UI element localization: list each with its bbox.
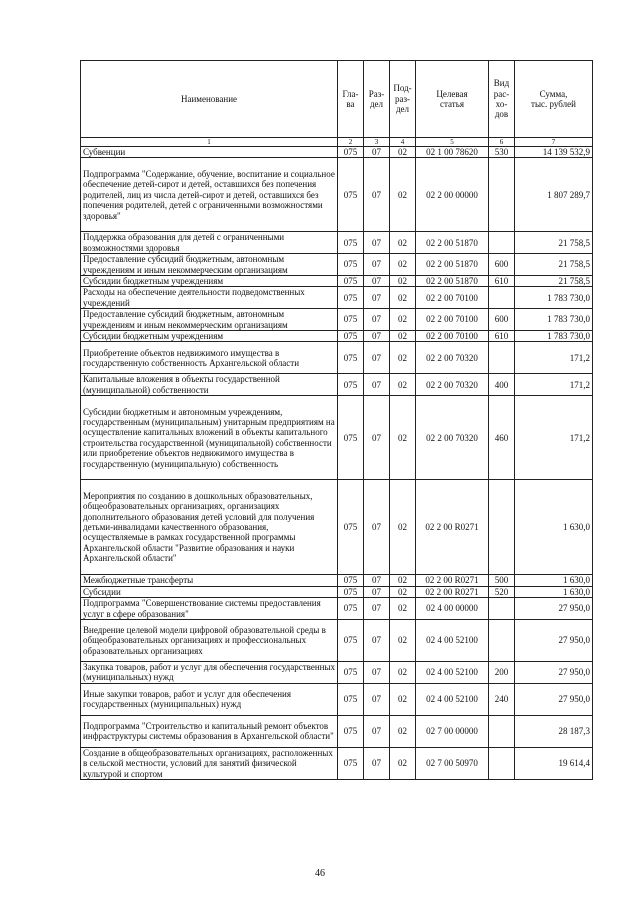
- cell-glava: 075: [338, 396, 364, 480]
- cell-name: Предоставление субсидий бюджетным, автономным учреждениям и иным некоммерческим организациям: [81, 309, 338, 331]
- cell-target: 02 2 00 70100: [416, 287, 489, 309]
- cell-razdel: 07: [364, 276, 390, 287]
- cell-name: Создание в общеобразовательных организациях, расположенных в сельской местности, условий для занятий физической культурой и спортом: [81, 747, 338, 779]
- cell-vid: 530: [489, 147, 515, 158]
- cell-vid: 240: [489, 683, 515, 715]
- cell-target: 02 4 00 00000: [416, 598, 489, 620]
- cell-glava: 075: [338, 598, 364, 620]
- cell-name: Межбюджетные трансферты: [81, 575, 338, 586]
- cell-name: Субсидии бюджетным и автономным учреждениям, государственным (муниципальным) унитарным предприятиям на осуществление капитальных вложений в объекты капитального строительства государственной (муниципальной) собственности или приобретение объектов недвижимого имущества в государственную (муниципальную) собственность: [81, 396, 338, 480]
- cell-sum: 21 758,5: [515, 232, 593, 254]
- cell-target: 02 7 00 00000: [416, 715, 489, 747]
- header-podrazdel: Под- раз- дел: [390, 61, 416, 138]
- cell-vid: 460: [489, 396, 515, 480]
- cell-name: Иные закупки товаров, работ и услуг для обеспечения государственных (муниципальных) нужд: [81, 683, 338, 715]
- table-row: [81, 683, 593, 715]
- cell-vid: [489, 715, 515, 747]
- cell-name: Расходы на обеспечение деятельности подведомственных учреждений: [81, 287, 338, 309]
- header-target: Целевая статья: [416, 61, 489, 138]
- cell-sum: 19 614,4: [515, 747, 593, 779]
- table-row: [81, 619, 593, 661]
- cell-glava: 075: [338, 232, 364, 254]
- cell-sum: 1 783 730,0: [515, 287, 593, 309]
- cell-podrazdel: 02: [390, 232, 416, 254]
- column-number-row: [81, 138, 593, 147]
- cell-podrazdel: 02: [390, 598, 416, 620]
- table-row: [81, 147, 593, 158]
- cell-glava: 075: [338, 331, 364, 342]
- cell-glava: 075: [338, 683, 364, 715]
- cell-vid: [489, 598, 515, 620]
- table-row: [81, 586, 593, 597]
- cell-vid: 610: [489, 331, 515, 342]
- cell-podrazdel: 02: [390, 575, 416, 586]
- table-row: [81, 276, 593, 287]
- cell-vid: 400: [489, 374, 515, 396]
- cell-podrazdel: 02: [390, 287, 416, 309]
- cell-sum: 1 630,0: [515, 480, 593, 575]
- cell-razdel: 07: [364, 598, 390, 620]
- table-row: [81, 661, 593, 683]
- cell-podrazdel: 02: [390, 683, 416, 715]
- cell-razdel: 07: [364, 147, 390, 158]
- table-row: [81, 158, 593, 232]
- cell-target: 02 2 00 51870: [416, 232, 489, 254]
- cell-podrazdel: 02: [390, 309, 416, 331]
- cell-glava: 075: [338, 661, 364, 683]
- cell-glava: 075: [338, 575, 364, 586]
- cell-target: 02 1 00 78620: [416, 147, 489, 158]
- cell-target: 02 2 00 70100: [416, 309, 489, 331]
- cell-glava: 075: [338, 747, 364, 779]
- cell-sum: 1 630,0: [515, 575, 593, 586]
- cell-vid: [489, 747, 515, 779]
- cell-razdel: 07: [364, 158, 390, 232]
- cell-podrazdel: 02: [390, 480, 416, 575]
- table-row: [81, 331, 593, 342]
- column-number: 3: [364, 138, 390, 147]
- cell-sum: 28 187,3: [515, 715, 593, 747]
- cell-name: Закупка товаров, работ и услуг для обеспечения государственных (муниципальных) нужд: [81, 661, 338, 683]
- cell-name: Капитальные вложения в объекты государственной (муниципальной) собственности: [81, 374, 338, 396]
- cell-razdel: 07: [364, 586, 390, 597]
- cell-sum: 1 783 730,0: [515, 309, 593, 331]
- cell-razdel: 07: [364, 342, 390, 374]
- cell-target: 02 2 00 70320: [416, 342, 489, 374]
- cell-name: Приобретение объектов недвижимого имущества в государственную собственность Архангельской области: [81, 342, 338, 374]
- table-row: [81, 374, 593, 396]
- cell-name: Субсидии: [81, 586, 338, 597]
- cell-razdel: 07: [364, 747, 390, 779]
- cell-name: Мероприятия по созданию в дошкольных образовательных, общеобразовательных организациях, организациях дополнительного образования детей условий для получения детьми-инвалидами качественного образования, осуществляемые в рамках государственной программы Архангельской области "Развитие образования и науки Архангельской области": [81, 480, 338, 575]
- cell-razdel: 07: [364, 683, 390, 715]
- table-row: [81, 396, 593, 480]
- table-header-row: [81, 61, 593, 138]
- cell-sum: 1 783 730,0: [515, 331, 593, 342]
- table-row: [81, 715, 593, 747]
- table-row: [81, 598, 593, 620]
- cell-target: 02 2 00 R0271: [416, 586, 489, 597]
- cell-razdel: 07: [364, 331, 390, 342]
- column-number: 1: [81, 138, 338, 147]
- cell-sum: 21 758,5: [515, 254, 593, 276]
- cell-sum: 27 950,0: [515, 683, 593, 715]
- cell-podrazdel: 02: [390, 374, 416, 396]
- cell-target: 02 2 00 R0271: [416, 480, 489, 575]
- cell-vid: 600: [489, 309, 515, 331]
- cell-name: Поддержка образования для детей с ограниченными возможностями здоровья: [81, 232, 338, 254]
- cell-podrazdel: 02: [390, 396, 416, 480]
- cell-podrazdel: 02: [390, 619, 416, 661]
- table-row: [81, 575, 593, 586]
- column-number: 7: [515, 138, 593, 147]
- cell-glava: 075: [338, 586, 364, 597]
- column-number: 4: [390, 138, 416, 147]
- cell-target: 02 7 00 50970: [416, 747, 489, 779]
- cell-name: Субвенции: [81, 147, 338, 158]
- cell-vid: 200: [489, 661, 515, 683]
- cell-podrazdel: 02: [390, 747, 416, 779]
- cell-podrazdel: 02: [390, 158, 416, 232]
- cell-vid: [489, 619, 515, 661]
- cell-target: 02 4 00 52100: [416, 619, 489, 661]
- cell-target: 02 2 00 00000: [416, 158, 489, 232]
- table-row: [81, 232, 593, 254]
- cell-podrazdel: 02: [390, 276, 416, 287]
- cell-target: 02 2 00 70320: [416, 374, 489, 396]
- cell-target: 02 2 00 R0271: [416, 575, 489, 586]
- cell-glava: 075: [338, 715, 364, 747]
- cell-razdel: 07: [364, 374, 390, 396]
- cell-glava: 075: [338, 254, 364, 276]
- cell-glava: 075: [338, 619, 364, 661]
- cell-razdel: 07: [364, 715, 390, 747]
- cell-glava: 075: [338, 147, 364, 158]
- cell-razdel: 07: [364, 309, 390, 331]
- cell-sum: 171,2: [515, 342, 593, 374]
- cell-glava: 075: [338, 480, 364, 575]
- cell-glava: 075: [338, 276, 364, 287]
- cell-glava: 075: [338, 158, 364, 232]
- header-name: Наименование: [81, 61, 338, 138]
- cell-razdel: 07: [364, 575, 390, 586]
- cell-target: 02 2 00 70320: [416, 396, 489, 480]
- cell-vid: [489, 480, 515, 575]
- cell-sum: 27 950,0: [515, 598, 593, 620]
- header-glava: Гла- ва: [338, 61, 364, 138]
- table-row: [81, 342, 593, 374]
- cell-name: Подпрограмма "Строительство и капитальный ремонт объектов инфраструктуры системы образования в Архангельской области": [81, 715, 338, 747]
- cell-sum: 21 758,5: [515, 276, 593, 287]
- cell-vid: 500: [489, 575, 515, 586]
- table-row: [81, 747, 593, 779]
- cell-vid: [489, 342, 515, 374]
- cell-name: Предоставление субсидий бюджетным, автономным учреждениям и иным некоммерческим организациям: [81, 254, 338, 276]
- header-razdel: Раз- дел: [364, 61, 390, 138]
- cell-vid: 600: [489, 254, 515, 276]
- cell-glava: 075: [338, 309, 364, 331]
- cell-sum: 27 950,0: [515, 619, 593, 661]
- cell-glava: 075: [338, 374, 364, 396]
- cell-name: Субсидии бюджетным учреждениям: [81, 276, 338, 287]
- cell-razdel: 07: [364, 232, 390, 254]
- budget-table: [80, 60, 593, 780]
- cell-podrazdel: 02: [390, 661, 416, 683]
- cell-vid: [489, 287, 515, 309]
- cell-name: Подпрограмма "Совершенствование системы предоставления услуг в сфере образования": [81, 598, 338, 620]
- cell-target: 02 4 00 52100: [416, 661, 489, 683]
- column-number: 5: [416, 138, 489, 147]
- cell-podrazdel: 02: [390, 715, 416, 747]
- cell-podrazdel: 02: [390, 147, 416, 158]
- cell-razdel: 07: [364, 661, 390, 683]
- table-row: [81, 287, 593, 309]
- column-number: 6: [489, 138, 515, 147]
- cell-razdel: 07: [364, 480, 390, 575]
- cell-glava: 075: [338, 287, 364, 309]
- header-vid: Вид рас- хо- дов: [489, 61, 515, 138]
- table-row: [81, 480, 593, 575]
- cell-glava: 075: [338, 342, 364, 374]
- cell-name: Субсидии бюджетным учреждениям: [81, 331, 338, 342]
- cell-sum: 1 807 289,7: [515, 158, 593, 232]
- cell-target: 02 2 00 70100: [416, 331, 489, 342]
- cell-name: Внедрение целевой модели цифровой образовательной среды в общеобразовательных организациях и профессиональных образовательных организациях: [81, 619, 338, 661]
- header-sum: Сумма, тыс. рублей: [515, 61, 593, 138]
- cell-target: 02 2 00 51870: [416, 276, 489, 287]
- cell-vid: 610: [489, 276, 515, 287]
- page-number: 46: [315, 868, 325, 879]
- cell-podrazdel: 02: [390, 254, 416, 276]
- cell-podrazdel: 02: [390, 586, 416, 597]
- cell-razdel: 07: [364, 287, 390, 309]
- cell-target: 02 2 00 51870: [416, 254, 489, 276]
- column-number: 2: [338, 138, 364, 147]
- cell-podrazdel: 02: [390, 342, 416, 374]
- cell-razdel: 07: [364, 396, 390, 480]
- cell-vid: 520: [489, 586, 515, 597]
- cell-sum: 1 630,0: [515, 586, 593, 597]
- cell-sum: 171,2: [515, 396, 593, 480]
- cell-target: 02 4 00 52100: [416, 683, 489, 715]
- table-row: [81, 309, 593, 331]
- cell-podrazdel: 02: [390, 331, 416, 342]
- table-row: [81, 254, 593, 276]
- cell-vid: [489, 232, 515, 254]
- cell-razdel: 07: [364, 619, 390, 661]
- cell-sum: 14 139 532,9: [515, 147, 593, 158]
- cell-sum: 171,2: [515, 374, 593, 396]
- cell-name: Подпрограмма "Содержание, обучение, воспитание и социальное обеспечение детей-сирот и детей, оставшихся без попечения родителей, лиц из числа детей-сирот и детей, оставшихся без попечения родителей, детей с ограниченными возможностями здоровья": [81, 158, 338, 232]
- cell-sum: 27 950,0: [515, 661, 593, 683]
- cell-vid: [489, 158, 515, 232]
- cell-razdel: 07: [364, 254, 390, 276]
